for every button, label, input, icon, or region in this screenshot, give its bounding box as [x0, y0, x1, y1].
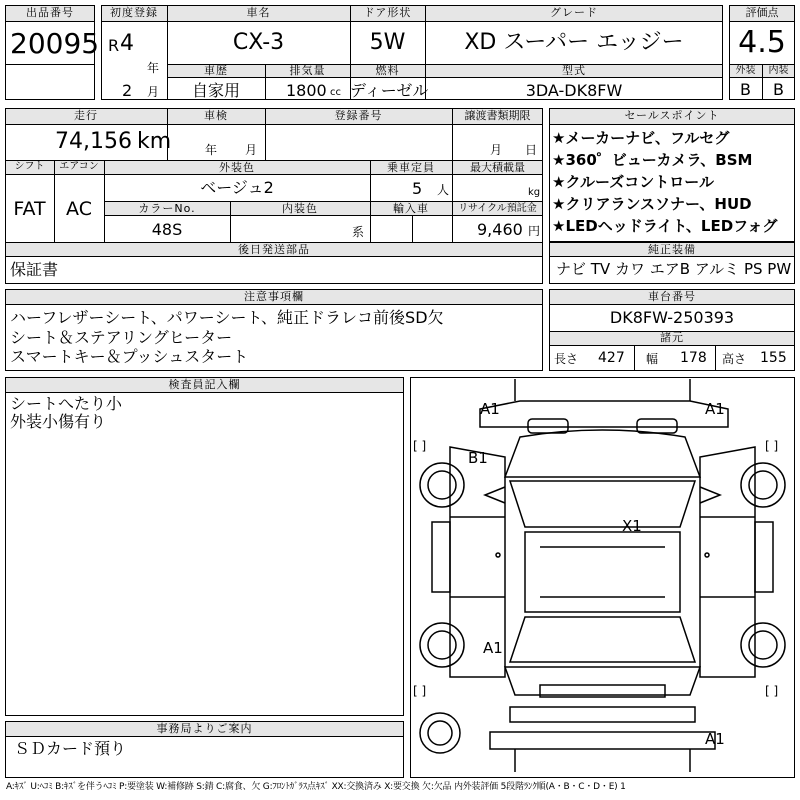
bracket-mark: [ ]: [765, 439, 779, 453]
mileage-unit: km: [137, 129, 172, 154]
length-label: 長さ: [554, 352, 579, 366]
inspector-line: 外装小傷有り: [10, 412, 107, 431]
interior-label: 内装: [768, 65, 789, 76]
mark-front-left: A1: [480, 400, 500, 418]
color-value: ベージュ2: [200, 178, 274, 197]
shift-label: シフト: [14, 161, 45, 172]
inspector-line: シートへたり小: [10, 394, 123, 413]
equipment-label: 純正装備: [648, 243, 696, 256]
door-type: 5W: [369, 30, 406, 55]
capacity-unit: 人: [437, 183, 450, 197]
displacement-label: 排気量: [289, 64, 326, 77]
mark-fender: B1: [468, 449, 488, 467]
first-reg-label: 初度登録: [110, 6, 158, 19]
score-value: 4.5: [738, 25, 786, 60]
dims-label: 諸元: [660, 331, 684, 344]
interior-grade: B: [773, 80, 784, 99]
colorno-label: カラーNo.: [138, 202, 196, 215]
recycle-value: 9,460: [477, 220, 523, 239]
fuel-label: 燃料: [375, 64, 400, 77]
ac-label: エアコン: [59, 161, 99, 172]
notes-label: 注意事項欄: [244, 290, 304, 303]
width-value: 178: [680, 350, 707, 366]
transfer-day-unit: 日: [525, 143, 538, 157]
sales-points-label: セールスポイント: [624, 109, 720, 122]
later-parts-label: 後日発送部品: [238, 243, 310, 256]
mark-roof: X1: [622, 517, 642, 535]
model-label: 車名: [246, 6, 271, 19]
displacement-unit: cc: [330, 87, 341, 98]
import-label: 輸入車: [393, 202, 429, 215]
mileage-value: 74,156: [55, 129, 132, 154]
recycle-unit: 円: [528, 224, 541, 238]
inspection-label: 車検: [204, 109, 228, 122]
era: R: [108, 36, 120, 55]
capacity-label: 乗車定員: [387, 161, 435, 174]
regno-label: 登録番号: [334, 109, 383, 122]
legend: A:ｷｽﾞ U:ﾍｺﾐ B:ｷｽﾞを伴うﾍｺﾐ P:要塗装 W:補修跡 S:錆 C:腐食、欠 G:ﾌﾛﾝﾄｶﾞﾗｽ点ｷｽﾞ XX:交換済み X:要交換 欠:欠品 内外装評価 5段階ﾗﾝｸ順(A・B・C・D・E) 1: [6, 782, 626, 792]
reg-month: 2: [122, 81, 133, 100]
office-label: 事務局よりご案内: [156, 722, 253, 735]
sales-point-item: ★360゜ビューカメラ、BSM: [552, 151, 753, 169]
history-value: 自家用: [191, 81, 240, 100]
door-label: ドア形状: [363, 6, 412, 19]
reg-year: 4: [120, 31, 134, 56]
inspector-label: 検査員記入欄: [168, 378, 241, 391]
height-label: 高さ: [722, 352, 747, 366]
month-unit: 月: [147, 85, 160, 99]
lot-label: 出品番号: [26, 6, 74, 19]
transfer-label: 譲渡書類期限: [464, 109, 531, 122]
sales-point-item: ★メーカーナビ、フルセグ: [552, 129, 730, 147]
year-unit: 年: [147, 61, 160, 75]
mark-rear-door: A1: [483, 639, 503, 657]
sales-point-item: ★LEDヘッドライト、LEDフォグ: [552, 217, 778, 235]
transfer-month-unit: 月: [490, 143, 503, 157]
intcolor-label: 内装色: [282, 202, 318, 215]
office-value: ＳＤカード預り: [14, 739, 127, 758]
intcolor-unit: 系: [352, 225, 365, 239]
equipment-value: ナビ TV カワ エアB アルミ PS PW: [556, 260, 792, 278]
type-label: 型式: [562, 64, 586, 77]
history-label: 車歴: [204, 64, 228, 77]
notes-line: スマートキー＆プッシュスタート: [10, 347, 249, 366]
recycle-label: リサイクル預託金: [458, 203, 537, 214]
car-diagram: [410, 377, 795, 778]
bracket-mark: [ ]: [413, 684, 427, 698]
lot-number: 20095: [10, 27, 100, 60]
bracket-mark: [ ]: [413, 439, 427, 453]
mark-front-right: A1: [705, 400, 725, 418]
mileage-label: 走行: [74, 109, 98, 122]
insp-year-unit: 年: [205, 143, 218, 157]
model-name: CX-3: [232, 30, 285, 55]
mark-rear: A1: [705, 730, 725, 748]
capacity-value: 5: [412, 179, 423, 198]
bracket-mark: [ ]: [765, 684, 779, 698]
exterior-label: 外装: [735, 65, 756, 76]
color-label: 外装色: [219, 161, 255, 174]
height-value: 155: [760, 350, 787, 366]
chassis-label: 車台番号: [648, 290, 696, 303]
notes-line: シート＆ステアリングヒーター: [10, 328, 233, 347]
load-unit: kg: [528, 187, 541, 198]
score-label: 評価点: [745, 6, 779, 19]
fuel-value: ディーゼル: [350, 81, 429, 100]
grade-value: XD スーパー エッジー: [464, 30, 684, 55]
type-code: 3DA-DK8FW: [525, 81, 623, 100]
insp-month-unit: 月: [245, 143, 258, 157]
shift-value: FAT: [13, 198, 46, 220]
length-value: 427: [598, 350, 625, 366]
displacement-value: 1800: [286, 81, 327, 100]
ac-value: AC: [66, 198, 92, 220]
sales-point-item: ★クルーズコントロール: [552, 173, 714, 191]
sales-point-item: ★クリアランスソナー、HUD: [552, 195, 752, 213]
width-label: 幅: [646, 352, 659, 366]
later-parts-value: 保証書: [10, 260, 59, 279]
grade-label: グレード: [550, 6, 598, 19]
exterior-grade: B: [740, 80, 751, 99]
notes-line: ハーフレザーシート、パワーシート、純正ドラレコ前後SD欠: [10, 308, 444, 327]
colorno-value: 48S: [151, 220, 183, 239]
chassis-number: DK8FW-250393: [609, 308, 735, 327]
load-label: 最大積載量: [470, 161, 525, 174]
